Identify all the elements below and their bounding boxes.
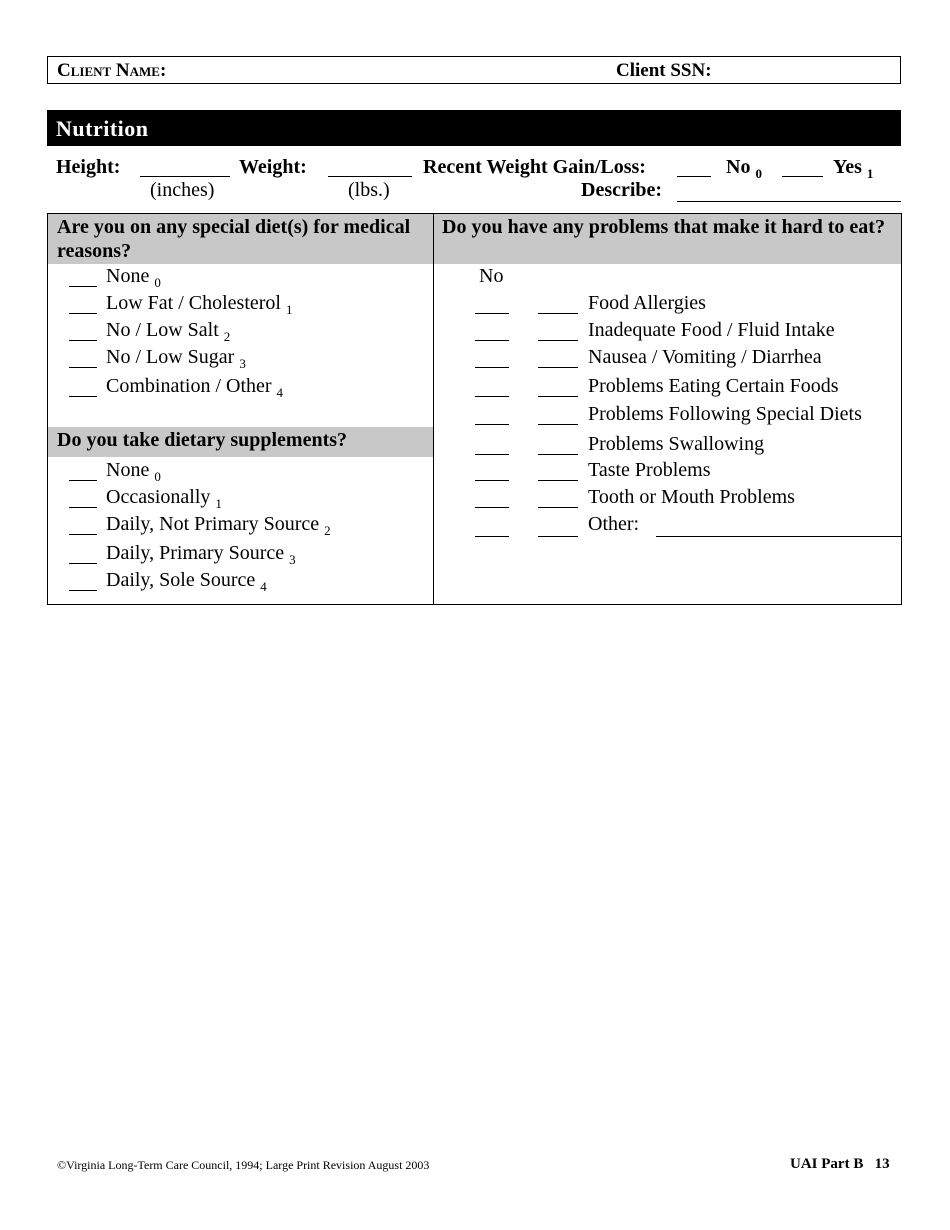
diet-option-blank[interactable] [69,340,97,341]
diet-option-blank[interactable] [69,396,97,397]
supplement-option-code: 2 [324,523,331,538]
problem-food-allergies: Food Allergies [588,292,706,314]
problem-other: Other: [588,513,640,535]
supplement-option-label: Daily, Not Primary Source [106,513,320,535]
supplement-option-occasionally [106,486,222,509]
problem-following-diets: Problems Following Special Diets [588,403,862,425]
diet-option-label: No / Low Salt [106,319,219,341]
problem-no-blank[interactable] [475,313,509,314]
problem-yes-blank[interactable] [538,454,578,455]
diet-option-code: 3 [239,356,246,371]
problem-nausea: Nausea / Vomiting / Diarrhea [588,346,822,368]
problem-no-blank[interactable] [475,480,509,481]
problem-no-blank[interactable] [475,340,509,341]
problem-yes-blank[interactable] [538,396,578,397]
column-divider [433,213,434,605]
weight-unit: (lbs.) [348,179,390,201]
supplement-option-blank[interactable] [69,480,97,481]
supplement-option-sole [106,569,267,592]
supplement-option-code: 0 [154,469,161,484]
diet-option-code: 0 [154,275,161,290]
diet-option-blank[interactable] [69,367,97,368]
footer-copyright: ©Virginia Long-Term Care Council, 1994; Large Print Revision August 2003 [57,1158,430,1172]
problem-eating-certain-foods: Problems Eating Certain Foods [588,375,839,397]
diet-option-low-salt [106,319,230,342]
problem-no-blank[interactable] [475,454,509,455]
diet-option-combination [106,375,283,398]
supplement-option-blank[interactable] [69,563,97,564]
supplement-option-label: Occasionally [106,486,211,508]
diet-option-code: 1 [285,302,293,317]
diet-option-code: 4 [276,385,284,400]
weight-change-yes-field[interactable] [782,176,823,177]
diet-option-label: Low Fat / Cholesterol [106,292,281,314]
problem-no-blank[interactable] [475,536,509,537]
eating-problems-question: Do you have any problems that make it hard to eat? [434,214,901,264]
diet-option-blank[interactable] [69,286,97,287]
weight-field[interactable] [328,176,412,177]
supplement-option-code: 3 [289,552,296,567]
diet-option-label: Combination / Other [106,375,272,397]
diet-option-blank[interactable] [69,313,97,314]
problem-no-blank[interactable] [475,424,509,425]
weight-change-yes-code: 1 [866,166,874,181]
problem-yes-blank[interactable] [538,480,578,481]
describe-field[interactable] [677,201,901,202]
problem-taste: Taste Problems [588,459,711,481]
problem-yes-blank[interactable] [538,507,578,508]
supplement-option-none [106,459,161,482]
problem-yes-blank[interactable] [538,367,578,368]
supplement-option-label: None [106,459,150,481]
special-diet-question: Are you on any special diet(s) for medical reasons? [48,214,433,264]
problem-no-blank[interactable] [475,367,509,368]
supplement-option-label: Daily, Primary Source [106,542,285,564]
client-info-box [47,56,901,84]
supplement-option-primary [106,542,296,565]
supplement-option-blank[interactable] [69,507,97,508]
weight-change-no [726,156,762,179]
supplements-question: Do you take dietary supplements? [48,427,433,457]
height-field[interactable] [140,176,230,177]
diet-option-low-fat [106,292,292,315]
supplement-option-blank[interactable] [69,534,97,535]
diet-option-low-sugar [106,346,246,369]
problem-no-blank[interactable] [475,507,509,508]
supplement-option-not-primary [106,513,331,536]
section-title: Nutrition [56,116,149,141]
supplement-option-label: Daily, Sole Source [106,569,256,591]
supplement-option-code: 4 [260,579,267,594]
problem-yes-blank[interactable] [538,313,578,314]
weight-change-no-code: 0 [755,166,762,181]
weight-change-yes [833,156,873,179]
client-name-label: Client Name: [57,60,167,81]
diet-option-label: None [106,265,150,287]
describe-label: Describe: [581,179,663,201]
section-header [47,110,901,146]
footer-page-label: UAI Part B 13 [790,1156,890,1172]
diet-option-code: 2 [223,329,231,344]
problem-swallowing: Problems Swallowing [588,433,765,455]
problem-tooth-mouth: Tooth or Mouth Problems [588,486,795,508]
supplement-option-code: 1 [215,496,222,511]
problem-other-field[interactable] [656,536,901,537]
weight-change-yes-label: Yes [833,156,862,178]
diet-option-label: No / Low Sugar [106,346,235,368]
supplement-option-blank[interactable] [69,590,97,591]
weight-change-no-label: No [726,156,751,178]
diet-option-none [106,265,161,288]
problem-inadequate-intake: Inadequate Food / Fluid Intake [588,319,835,341]
client-ssn-label: Client SSN: [616,60,712,81]
no-column-label: No [479,265,504,287]
weight-change-no-field[interactable] [677,176,711,177]
problem-yes-blank[interactable] [538,340,578,341]
height-label: Height: [56,156,121,178]
problem-yes-blank[interactable] [538,424,578,425]
weight-change-label: Recent Weight Gain/Loss: [423,156,646,178]
problem-no-blank[interactable] [475,396,509,397]
height-unit: (inches) [150,179,215,201]
weight-label: Weight: [239,156,307,178]
problem-yes-blank[interactable] [538,536,578,537]
